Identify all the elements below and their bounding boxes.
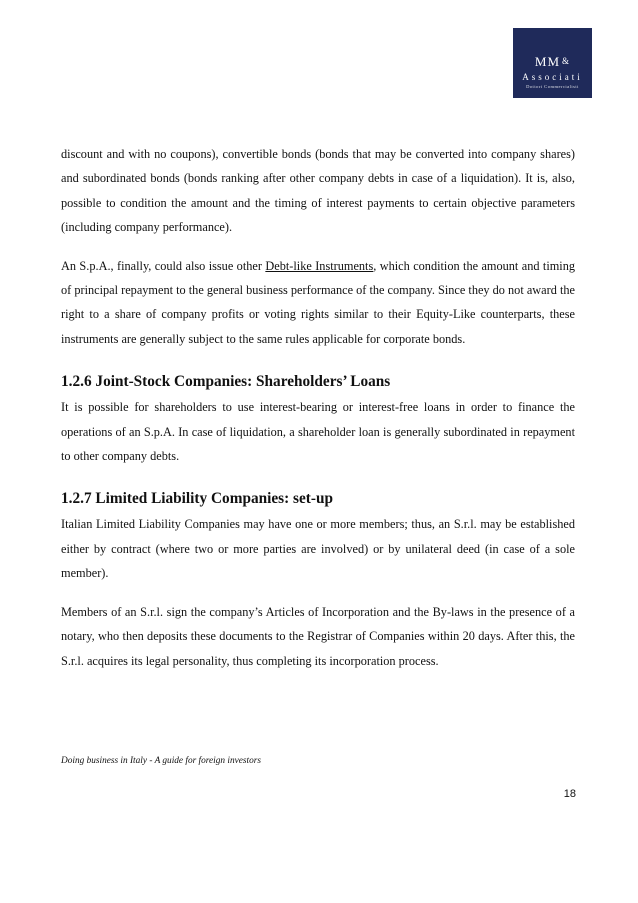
paragraph-bonds: discount and with no coupons), convertible bonds (bonds that may be converted into company shares) and subordinated bonds (bonds ranking after other company debts in case of a liquidation). It is, also, possible to condition the amount and the timing of interest payments to certain objective parameters (including company performance).: [61, 147, 575, 235]
company-logo: [513, 28, 592, 98]
paragraph-debt-like-instruments: An S.p.A., finally, could also issue other Debt-like Instruments, which condition the amount and timing of principal repayment to the general business performance of the company. Since they do not award the right to a share of company profits or voting rights similar to their Equity-Like counterparts, these instruments are generally subject to the same rules applicable for corporate bonds.: [61, 258, 576, 346]
heading-srl-setup: 1.2.7 Limited Liability Companies: set-up: [61, 490, 333, 508]
logo-subtitle: Dottori Commercialisti: [526, 84, 579, 89]
logo-ampersand: &: [562, 56, 571, 66]
footer-note: Doing business in Italy - A guide for foreign investors: [61, 756, 261, 766]
logo-mm: MM &: [534, 54, 571, 69]
paragraph-shareholders-loans: It is possible for shareholders to use interest-bearing or interest-free loans in order to finance the operations of an S.p.A. In case of liquidation, a shareholder loan is generally subordinated in repayment to other company debts.: [61, 400, 575, 464]
paragraph-srl-members: Italian Limited Liability Companies may have one or more members; thus, an S.r.l. may be established either by contract (where two or more parties are involved) or by unilateral deed (in case of a sole member).: [61, 517, 575, 581]
logo-associati: Associati: [522, 72, 583, 82]
paragraph-srl-incorporation: Members of an S.r.l. sign the company’s Articles of Incorporation and the By-laws in the presence of a notary, who then deposits these documents to the Registrar of Companies within 20 days. After this, the S.r.l. acquires its legal personality, thus completing its incorporation process.: [61, 604, 575, 668]
page-content: [61, 142, 575, 673]
debt-like-instruments-link[interactable]: Debt-like Instruments: [265, 258, 374, 273]
page-number: 18: [563, 788, 576, 800]
heading-shareholders-loans: 1.2.6 Joint-Stock Companies: Shareholders’ Loans: [61, 373, 391, 391]
